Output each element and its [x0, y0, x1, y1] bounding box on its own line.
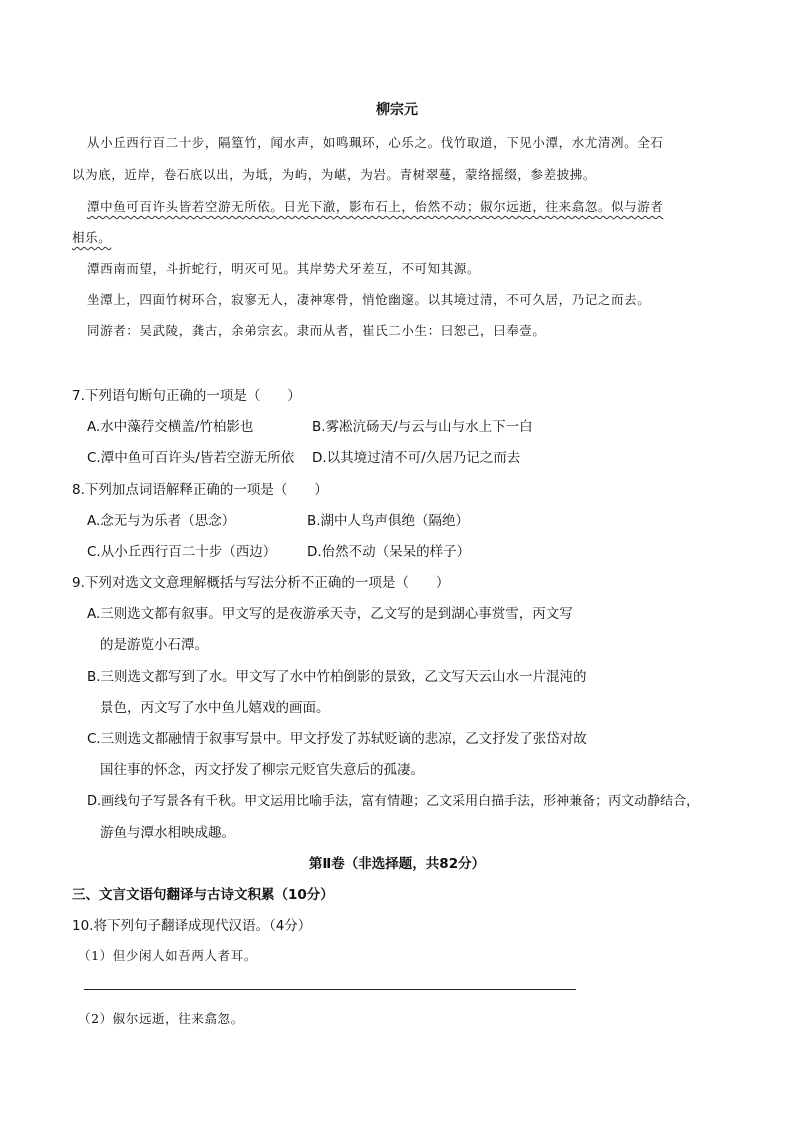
q9-option-c-line2: 国往事的怀念，丙文抒发了柳宗元贬官失意后的孤凄。 — [100, 762, 424, 778]
q7-option-c: C.潭中鱼可百许头/皆若空游无所依 — [87, 450, 295, 466]
q8-stem: 8.下列加点词语解释正确的一项是（ ） — [72, 482, 328, 498]
q10-stem: 10.将下列句子翻译成现代汉语。（4分） — [72, 918, 312, 934]
q7-option-a: A.水中藻荇交横盖/竹柏影也 — [87, 419, 254, 435]
passage-line-6: 坐潭上，四面竹树环合，寂寥无人，凄神寒骨，悄怆幽邃。以其境过清，不可久居，乃记之而去。 — [87, 292, 651, 307]
q9-stem: 9.下列对选文文意理解概括与写法分析不正确的一项是（ ） — [72, 575, 450, 591]
q9-option-d-line2: 游鱼与潭水相映成趣。 — [100, 825, 235, 841]
q9-option-a-line2: 的是游览小石潭。 — [100, 637, 208, 653]
q8-option-a: A.念无与为乐者（思念） — [87, 513, 236, 529]
q8-option-b: B.湖中人鸟声俱绝（隔绝） — [307, 513, 470, 529]
passage-line-7: 同游者：吴武陵，龚古，余弟宗玄。隶而从者，崔氏二小生：曰恕己，曰奉壹。 — [87, 323, 546, 338]
part-three-heading: 三、文言文语句翻译与古诗文积累（10分） — [72, 887, 334, 903]
answer-line[interactable] — [84, 989, 576, 990]
passage-line-1: 从小丘西行百二十步，隔篁竹，闻水声，如鸣珮环，心乐之。伐竹取道，下见小潭，水尤清冽。全石 — [87, 135, 664, 150]
passage-title: 柳宗元 — [376, 102, 418, 118]
passage-line-2: 以为底，近岸，卷石底以出，为坻，为屿，为嵁，为岩。青树翠蔓，蒙络摇缀，参差披拂。 — [72, 167, 597, 182]
q9-option-b-line2: 景色，丙文写了水中鱼儿嬉戏的画面。 — [100, 700, 330, 716]
section-ii-heading: 第Ⅱ卷（非选择题，共82分） — [308, 856, 486, 872]
passage-line-3-underlined: 潭中鱼可百许头皆若空游无所依。日光下澈，影布石上，佁然不动；俶尔远逝，往来翕忽。似与游者 — [87, 199, 664, 214]
q9-option-a-line1: A.三则选文都有叙事。甲文写的是夜游承天寺，乙文写的是到湖心事赏雪，丙文写 — [87, 606, 573, 622]
q8-option-d: D.佁然不动（呆呆的样子） — [307, 544, 471, 560]
q7-option-b: B.雾凇沆砀天/与云与山与水上下一白 — [312, 419, 533, 435]
q9-option-b-line1: B.三则选文都写到了水。甲文写了水中竹柏倒影的景致，乙文写天云山水一片混沌的 — [87, 669, 587, 685]
q7-option-d: D.以其境过清不可/久居乃记之而去 — [312, 450, 521, 466]
q9-option-c-line1: C.三则选文都融情于叙事写景中。甲文抒发了苏轼贬谪的悲凉，乙文抒发了张岱对故 — [87, 731, 587, 747]
q7-stem: 7.下列语句断句正确的一项是（ ） — [72, 388, 301, 404]
q8-option-c: C.从小丘西行百二十步（西边） — [87, 544, 277, 560]
passage-line-4-underlined: 相乐。 — [72, 230, 112, 245]
q9-option-d-line1: D.画线句子写景各有千秋。甲文运用比喻手法，富有情趣；乙文采用白描手法，形神兼备；丙文动静结合， — [87, 794, 700, 809]
q10-item-2: （2）俶尔远逝，往来翕忽。 — [78, 1011, 244, 1026]
passage-line-5: 潭西南而望，斗折蛇行，明灭可见。其岸势犬牙差互，不可知其源。 — [87, 261, 481, 276]
q10-item-1: （1）但少闲人如吾两人者耳。 — [78, 948, 257, 963]
